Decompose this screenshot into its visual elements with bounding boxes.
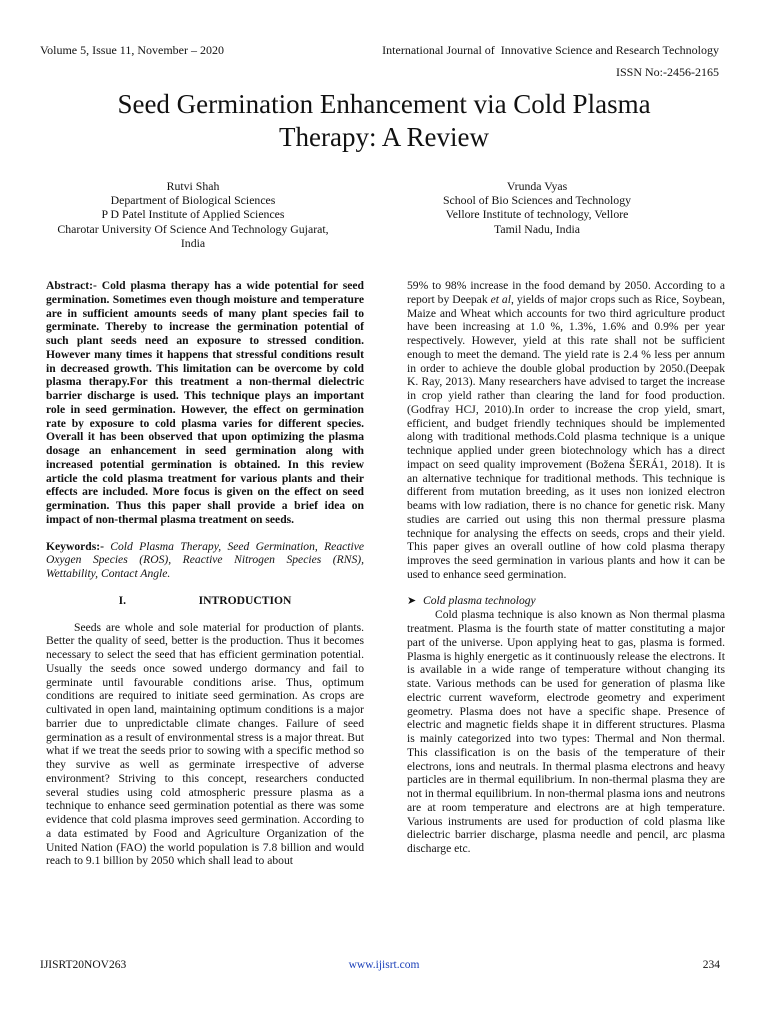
abstract bbox=[46, 279, 364, 527]
author-affiliation-line: India bbox=[180, 235, 206, 250]
body-text: 59% to 98% increase in the food demand by 2050. According to a report by Deepak bbox=[407, 279, 725, 306]
cold-plasma-paragraph: Cold plasma technique is also known as Non thermal plasma treatment. Plasma is the fourth state of matter constituting a major part of the universe. Upon applying heat to gas, plasma is formed. Plasma is highly energetic as it continuously release the electrons. It is available in a wide range of temperature without changing its state. Various methods can be used for generation of plasma like electric current waveform, electrode geometry and experiment geometry. Plasma does not have a specific shape. Presence of electric and magnetic fields shape it in different structures. Plasma is mainly categorized into two types: Thermal and Non thermal. This classification is on the basis of the temperature of their electrons, ions and neutrals. In thermal plasma electrons and heavy particles are in thermal equilibrium. In non-thermal plasma they are not in thermal equilibrium. In non-thermal plasma ions and neutrons are at room temperature and electrons are at high temperature. Various instruments are used for production of cold plasma like dielectric barrier discharge, plasma needle and pencil, arc plasma discharge etc. bbox=[407, 608, 725, 855]
section-title: INTRODUCTION bbox=[198, 593, 292, 607]
body-text: , yields of major crops such as Rice, Soybean, Maize and Wheat which accounts for two third agriculture product have been increasing at 1.0 %, 1.3%, 1.6% and 0.9% per year respectively. However, yield at this rate shall not be sufficient enough to meet the demand. The yield rate is 2.4 % less per annum in order to achieve the double global production by 2050.(Deepak K. Ray, 2013). Many researchers have advised to target the increase in crop yield rather than clearing the land for food production.(Godfray HCJ, 2010).In order to increase the crop yield, smart, efficient, and budget friendly techniques should be implemented along with traditional methods.Cold plasma technique is a unique technique applied under green biotechnology which has a direct impact on seed quality improvement (Božena ŠERÁ1, 2018). It is an alternative technique for traditional methods. This technique is different from mutation breeding, as it uses non ionized electron beams with low radiation, there is no chance for genetic risk. Many studies are carried out using this non thermal pressure plasma technique for analysing the effects on seeds, crops and their yield. This paper gives an overall outline of how cold plasma therapy improves the seed germination in various plants and how it can be used to enhance seed germination. bbox=[407, 292, 725, 581]
page-number: 234 bbox=[702, 959, 720, 971]
paper-id: IJISRT20NOV263 bbox=[40, 959, 127, 971]
et-al-text: et al bbox=[490, 292, 511, 306]
volume-info: Volume 5, Issue 11, November – 2020 bbox=[40, 43, 224, 57]
left-column bbox=[46, 279, 364, 868]
author-affiliation-line: Charotar University Of Science And Technology Gujarat, bbox=[57, 221, 329, 236]
journal-name: International Journal of Innovative Science and Research Technology bbox=[382, 43, 719, 57]
right-column bbox=[407, 279, 725, 856]
issn: ISSN No:-2456-2165 bbox=[615, 65, 719, 79]
subsection-heading bbox=[407, 594, 725, 609]
title-line-1: Seed Germination Enhancement via Cold Plasma bbox=[117, 89, 651, 119]
arrow-bullet-icon: ➤ bbox=[407, 594, 417, 607]
paper-title bbox=[40, 88, 728, 154]
journal-url-link[interactable]: www.ijisrt.com bbox=[348, 959, 420, 971]
body-paragraph bbox=[407, 279, 725, 582]
abstract-label: Abstract:- bbox=[46, 279, 97, 292]
keywords bbox=[46, 540, 364, 581]
section-heading-introduction bbox=[46, 594, 364, 608]
intro-paragraph: Seeds are whole and sole material for production of plants. Better the quality of seed, better is the production. Thus it becomes necessary to select the seed that has efficient germination potential. Usually the seeds once sowed undergo dormancy and fail to germinate until favourable conditions arise. Thus, optimum conditions are required to initiate seed germination. As crops are cultivated in open land, maintaining optimum conditions is a major barrier due to unpredictable climate changes. Failure of seed germination as a result of environmental stress is a major threat. But what if we treat the seeds prior to sowing with a specific method so they survive as well as germinate irrespective of adverse environment? Striving to this concept, researchers conducted several studies using cold atmospheric pressure plasma as a technique to enhance seed germination potential as there was some evidence that cold plasma improves seed germination. According to a data estimated by Food and Agriculture Organization of the United Nation (FAO) the world population is 7.8 billion and would reach to 9.1 billion by 2050 which shall lead to about bbox=[46, 620, 364, 868]
author-affiliation-line: Tamil Nadu, India bbox=[494, 221, 580, 236]
keywords-label: Keywords:- bbox=[46, 539, 104, 553]
keywords-text: Cold Plasma Therapy, Seed Germination, Reactive Oxygen Species (ROS), Reactive Nitrogen Species (RNS), Wettability, Contact Angle. bbox=[46, 539, 364, 580]
author-block-1 bbox=[28, 179, 358, 250]
author-affiliation-line: P D Patel Institute of Applied Sciences bbox=[101, 207, 285, 222]
title-line-2: Therapy: A Review bbox=[279, 122, 489, 152]
author-name: Rutvi Shah bbox=[166, 179, 220, 193]
section-number: I. bbox=[118, 593, 127, 607]
author-affiliation-line: Vellore Institute of technology, Vellore bbox=[445, 207, 629, 222]
author-affiliation-line: Department of Biological Sciences bbox=[110, 193, 276, 208]
author-affiliation-line: School of Bio Sciences and Technology bbox=[442, 193, 631, 208]
author-block-2 bbox=[372, 179, 702, 236]
subsection-title: Cold plasma technology bbox=[423, 593, 536, 607]
abstract-text: Cold plasma therapy has a wide potential for seed germination. Sometimes even though moisture and temperature are in sufficient amounts seeds of many plant species fail to germinate. Thereby to increase the germination potential of such plant seeds need an exposure to stressed condition. However many times it happens that stressful conditions result in decreased growth. This limitation can be overcome by cold plasma therapy.For this treatment a non-thermal dielectric barrier discharge is used. This technique plays an important role in seed germination. However, the effect on germination rate by exposure to cold plasma varies for different species. Overall it has been observed that upon optimizing the plasma dosage an enhancement in seed germination along with increased potential germination is obtained. In this review article the cold plasma treatment for various plants and their effects are included. More focus is given on the effect on seed germination. Thus this paper shall provide a brief idea on impact of non-thermal plasma treatment on seeds. bbox=[46, 279, 364, 526]
author-name: Vrunda Vyas bbox=[506, 179, 568, 193]
